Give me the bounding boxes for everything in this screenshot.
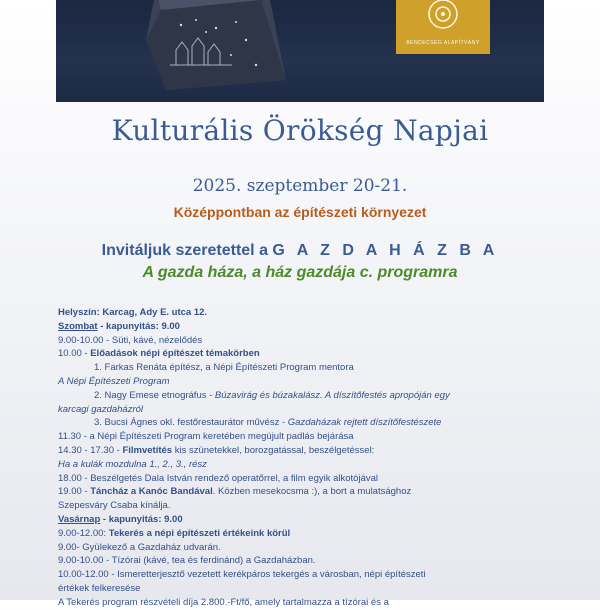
invite-place: G A Z D A H Á Z B A (272, 242, 499, 259)
schedule-line (58, 416, 558, 430)
time-text: 10.00 - (58, 348, 91, 360)
schedule-line: 18.00 - Beszélgetés Dala István rendező operatőrrel, a film egyik alkotójával (58, 472, 379, 484)
schedule-line: A Népi Építészeti Program (58, 375, 170, 387)
schedule-line: 9.00- Gyülekező a Gazdaház udvarán. (58, 541, 221, 553)
schedule-line: értékek felkeresése (58, 582, 141, 594)
schedule-line: A Tekerés program részvételi díja 2.800.-Ft/fő, amely tartalmazza a tízórai és a (58, 596, 389, 608)
bike-heading: Tekerés a népi építészeti értékeink körül (108, 527, 291, 539)
dance-heading: Táncház a Kanóc Bandával (90, 486, 213, 498)
event-subtitle: Középpontban az építészeti környezet (173, 204, 427, 220)
invitation-line (0, 242, 600, 260)
program-title: A gazda háza, a ház gazdája c. programra (142, 264, 458, 281)
invite-prefix: Invitáljuk szeretettel a (101, 242, 273, 259)
speaker-text: 2. Nagy Emese etnográfus - (94, 389, 215, 401)
schedule-line: 9.00-10.00 - Süti, kávé, nézelődés (58, 334, 203, 346)
schedule-line (58, 485, 558, 499)
foundation-badge (396, 0, 490, 54)
lectures-heading: Előadások népi építészet témakörben (90, 348, 260, 360)
saturday-label: Szombat (58, 320, 98, 332)
film-heading: Filmvetítés (122, 444, 173, 456)
schedule-line: 11.30 - a Népi Építészeti Program keretében megújult padlás bejárása (58, 431, 354, 443)
sunday-open: - kapunyitás: 9.00 (100, 513, 183, 525)
header-banner (56, 0, 544, 102)
lecture-title: Búzavirág és búzakalász. A díszítőfestés apropóján egy (214, 389, 450, 401)
saturday-open: - kapunyitás: 9.00 (97, 320, 180, 332)
schedule-line (58, 389, 558, 403)
speaker-text: 3. Bucsi Ágnes okl. festőrestaurátor művész - (94, 417, 288, 429)
schedule-line: 9.00-10.00 - Tízórai (kávé, tea és ferdinánd) a Gazdaházban. (58, 555, 316, 567)
location-line: Helyszín: Karcag, Ady E. utca 12. (58, 307, 208, 318)
time-text: 19.00 - (58, 486, 91, 498)
schedule-line: 1. Farkas Renáta építész, a Népi Építészeti Program mentora (94, 362, 354, 374)
badge-text: BENDECSEG ALAPÍTVÁNY (406, 40, 480, 46)
page-title: Kulturális Örökség Napjai (111, 114, 489, 147)
schedule-line (58, 527, 558, 541)
event-date: 2025. szeptember 20-21. (192, 176, 408, 196)
lecture-title: Gazdaházak rejtett díszítőfestészete (287, 417, 442, 429)
schedule-line: Szepesváry Csaba kínálja. (58, 500, 171, 512)
saturday-header (58, 320, 558, 334)
sunday-label: Vasárnap (58, 513, 101, 525)
dance-text: . Közben mesekocsma :), a bort a mulatsághoz (212, 486, 412, 498)
schedule-line: karcagi gazdaházról (58, 403, 144, 415)
schedule-line (58, 347, 558, 361)
sunday-header (58, 513, 558, 527)
stone-sculpture-image (136, 0, 296, 90)
film-text: kis szünetekkel, borozgatással, beszélgetéssel: (172, 444, 375, 456)
schedule-line: 10.00-12.00 - Ismeretterjesztő vezetett kerékpáros tekergés a városban, népi építészeti (58, 569, 426, 581)
event-details (58, 306, 558, 610)
schedule-line: Ha a kulák mozdulna 1., 2., 3., rész (58, 458, 207, 470)
time-text: 9.00-12.00: (58, 527, 109, 539)
time-text: 14.30 - 17.30 - (58, 444, 123, 456)
schedule-line (58, 444, 558, 458)
foundation-logo-icon (396, 0, 490, 40)
